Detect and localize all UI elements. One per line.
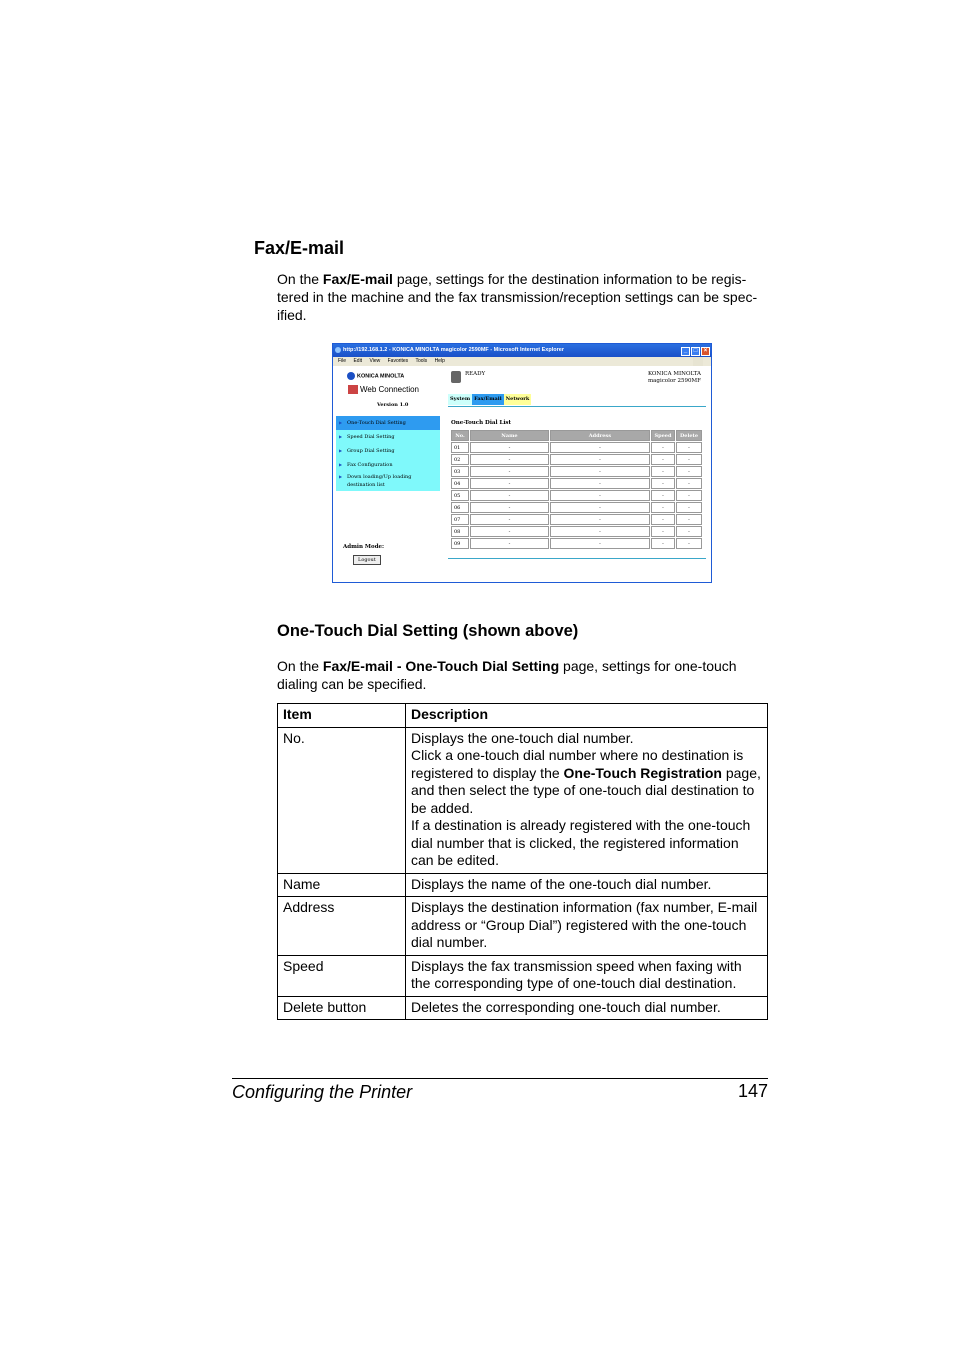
list-cell: - xyxy=(676,514,702,525)
list-row xyxy=(451,538,702,549)
sub-intro-paragraph xyxy=(277,657,769,693)
tab-fax-email[interactable]: Fax/Email xyxy=(472,394,503,405)
list-cell: - xyxy=(550,502,650,513)
dial-number-link[interactable]: 01 xyxy=(451,442,469,453)
list-row xyxy=(451,526,702,537)
description-cell: Deletes the corresponding one-touch dial number. xyxy=(406,996,768,1020)
list-row xyxy=(451,442,702,453)
col-name: Name xyxy=(470,430,549,441)
model-name: magicolor 2590MF xyxy=(647,378,701,384)
list-cell: - xyxy=(550,490,650,501)
sub-intro-text: On the xyxy=(277,658,323,674)
list-cell: - xyxy=(470,442,549,453)
col-delete: Delete xyxy=(676,430,702,441)
bottom-divider xyxy=(448,558,706,559)
menu-favorites[interactable]: Favorites xyxy=(387,358,409,364)
dial-number-link[interactable]: 07 xyxy=(451,514,469,525)
window-title: http://192.168.1.2 - KONICA MINOLTA magicolor 2590MF - Microsoft Internet Explorer xyxy=(343,347,564,353)
nav-one-touch-dial[interactable]: ▶ One-Touch Dial Setting xyxy=(336,416,440,430)
side-nav xyxy=(336,416,440,491)
menu-tools[interactable]: Tools xyxy=(415,358,428,364)
web-connection-logo xyxy=(348,385,419,394)
status-text: READY xyxy=(465,371,486,377)
menu-file[interactable]: File xyxy=(338,358,347,364)
description-cell: Displays the name of the one-touch dial number. xyxy=(406,873,768,897)
printer-icon xyxy=(451,371,461,383)
menu-help[interactable]: Help xyxy=(434,358,445,364)
description-cell: Displays the destination information (fax number, E-mail address or “Group Dial”) registered with the one-touch dial number. xyxy=(406,897,768,956)
list-cell: - xyxy=(470,526,549,537)
list-cell: - xyxy=(676,490,702,501)
footer-rule xyxy=(232,1078,768,1079)
nav-fax-configuration[interactable]: ▶ Fax Configuration xyxy=(336,458,440,472)
web-connection-text: Web Connection xyxy=(360,385,419,394)
minimize-icon[interactable]: _ xyxy=(681,347,690,356)
list-cell: - xyxy=(651,442,675,453)
description-line: Displays the one-touch dial number. xyxy=(411,729,634,746)
list-cell: - xyxy=(550,514,650,525)
list-row xyxy=(451,502,702,513)
tab-system[interactable]: System xyxy=(448,394,472,405)
header-item: Item xyxy=(278,704,406,728)
konica-logo xyxy=(347,372,404,380)
item-cell: Name xyxy=(278,873,406,897)
list-cell: - xyxy=(550,466,650,477)
list-cell: - xyxy=(651,466,675,477)
dial-number-link[interactable]: 02 xyxy=(451,454,469,465)
version-label: Version 1.0 xyxy=(377,402,409,408)
dial-number-link[interactable]: 05 xyxy=(451,490,469,501)
dial-number-link[interactable]: 08 xyxy=(451,526,469,537)
table-row xyxy=(278,955,768,996)
list-cell: - xyxy=(651,538,675,549)
list-cell: - xyxy=(550,526,650,537)
section-title: Fax/E-mail xyxy=(254,238,345,258)
list-cell: - xyxy=(651,478,675,489)
dial-number-link[interactable]: 09 xyxy=(451,538,469,549)
list-cell: - xyxy=(470,478,549,489)
table-row xyxy=(278,727,768,873)
admin-mode-label: Admin Mode: xyxy=(343,544,385,550)
description-bold: One-Touch Registration xyxy=(563,764,722,781)
menu-edit[interactable]: Edit xyxy=(353,358,363,364)
dial-number-link[interactable]: 03 xyxy=(451,466,469,477)
header-description: Description xyxy=(406,704,768,728)
description-text: page, and then select the type of one-touch dial destination to be added. xyxy=(411,764,761,816)
list-cell: - xyxy=(470,490,549,501)
sub-intro-text-end: page, settings for one-touch dialing can be specified. xyxy=(277,658,737,692)
intro-text: On the xyxy=(277,271,323,287)
list-cell: - xyxy=(470,502,549,513)
brand-model xyxy=(648,371,701,385)
nav-download-upload[interactable]: ▶ Down loading/Up loading destination list xyxy=(336,472,440,491)
list-row xyxy=(451,490,702,501)
footer-title: Configuring the Printer xyxy=(232,1082,413,1102)
one-touch-rows xyxy=(451,442,702,549)
tab-divider xyxy=(448,406,706,407)
windows-flag-icon xyxy=(693,357,703,366)
list-cell: - xyxy=(651,454,675,465)
list-cell: - xyxy=(651,490,675,501)
subsection-title: One-Touch Dial Setting (shown above) xyxy=(277,622,579,640)
browser-screenshot xyxy=(332,343,712,583)
pagescope-icon xyxy=(348,385,358,394)
logout-button[interactable]: Logout xyxy=(353,555,381,565)
list-cell: - xyxy=(676,502,702,513)
menu-view[interactable]: View xyxy=(369,358,381,364)
list-cell: - xyxy=(550,454,650,465)
list-row xyxy=(451,514,702,525)
sub-intro-bold: Fax/E-mail - One-Touch Dial Setting xyxy=(322,658,560,674)
col-speed: Speed xyxy=(651,430,675,441)
konica-logo-icon xyxy=(347,372,355,380)
description-text: Click a one-touch dial number where no destination is registered to display the xyxy=(411,747,744,781)
list-cell: - xyxy=(676,454,702,465)
list-cell: - xyxy=(651,502,675,513)
list-cell: - xyxy=(676,442,702,453)
col-no: No. xyxy=(451,430,469,441)
description-cell: Displays the fax transmission speed when faxing with the corresponding type of one-touch dial destination. xyxy=(406,955,768,996)
list-row xyxy=(451,454,702,465)
nav-speed-dial[interactable]: ▶ Speed Dial Setting xyxy=(336,430,440,444)
list-cell: - xyxy=(651,526,675,537)
nav-group-dial[interactable]: ▶ Group Dial Setting xyxy=(336,444,440,458)
list-row xyxy=(451,466,702,477)
list-cell: - xyxy=(470,538,549,549)
intro-bold: Fax/E-mail xyxy=(322,271,393,287)
menu-bar xyxy=(333,357,711,366)
item-cell: No. xyxy=(278,727,406,873)
tab-network[interactable]: Network xyxy=(504,394,532,405)
list-cell: - xyxy=(550,442,650,453)
list-cell: - xyxy=(651,514,675,525)
list-cell: - xyxy=(676,538,702,549)
table-row xyxy=(278,897,768,956)
list-cell: - xyxy=(676,466,702,477)
table-row xyxy=(278,873,768,897)
list-cell: - xyxy=(470,466,549,477)
close-icon[interactable]: × xyxy=(701,347,710,356)
list-cell: - xyxy=(550,478,650,489)
list-cell: - xyxy=(470,454,549,465)
description-table xyxy=(277,703,768,1020)
list-cell: - xyxy=(676,478,702,489)
item-cell: Speed xyxy=(278,955,406,996)
ie-icon xyxy=(335,347,341,353)
page-number: 147 xyxy=(737,1081,768,1101)
dial-number-link[interactable]: 06 xyxy=(451,502,469,513)
brand-name: KONICA MINOLTA xyxy=(647,371,701,377)
list-cell: - xyxy=(676,526,702,537)
description-line xyxy=(411,747,762,817)
item-cell: Address xyxy=(278,897,406,956)
list-row xyxy=(451,478,702,489)
col-address: Address xyxy=(550,430,650,441)
dial-number-link[interactable]: 04 xyxy=(451,478,469,489)
description-cell xyxy=(406,727,768,873)
intro-paragraph xyxy=(277,270,769,324)
list-title: One-Touch Dial List xyxy=(451,420,512,426)
one-touch-table xyxy=(450,429,703,550)
list-cell: - xyxy=(550,538,650,549)
table-row xyxy=(278,996,768,1020)
description-line: If a destination is already registered with the one-touch dial number that is clicked, the registered information can be edited. xyxy=(411,817,751,868)
konica-logo-text: KONICA MINOLTA xyxy=(357,373,405,380)
list-cell: - xyxy=(470,514,549,525)
tab-bar xyxy=(448,394,531,405)
maximize-icon[interactable]: □ xyxy=(691,347,700,356)
item-cell: Delete button xyxy=(278,996,406,1020)
window-titlebar xyxy=(333,344,711,357)
intro-text-end: page, settings for the destination information to be regis-tered in the machine and the fax transmission/reception settings can be spec-ified. xyxy=(277,271,758,323)
